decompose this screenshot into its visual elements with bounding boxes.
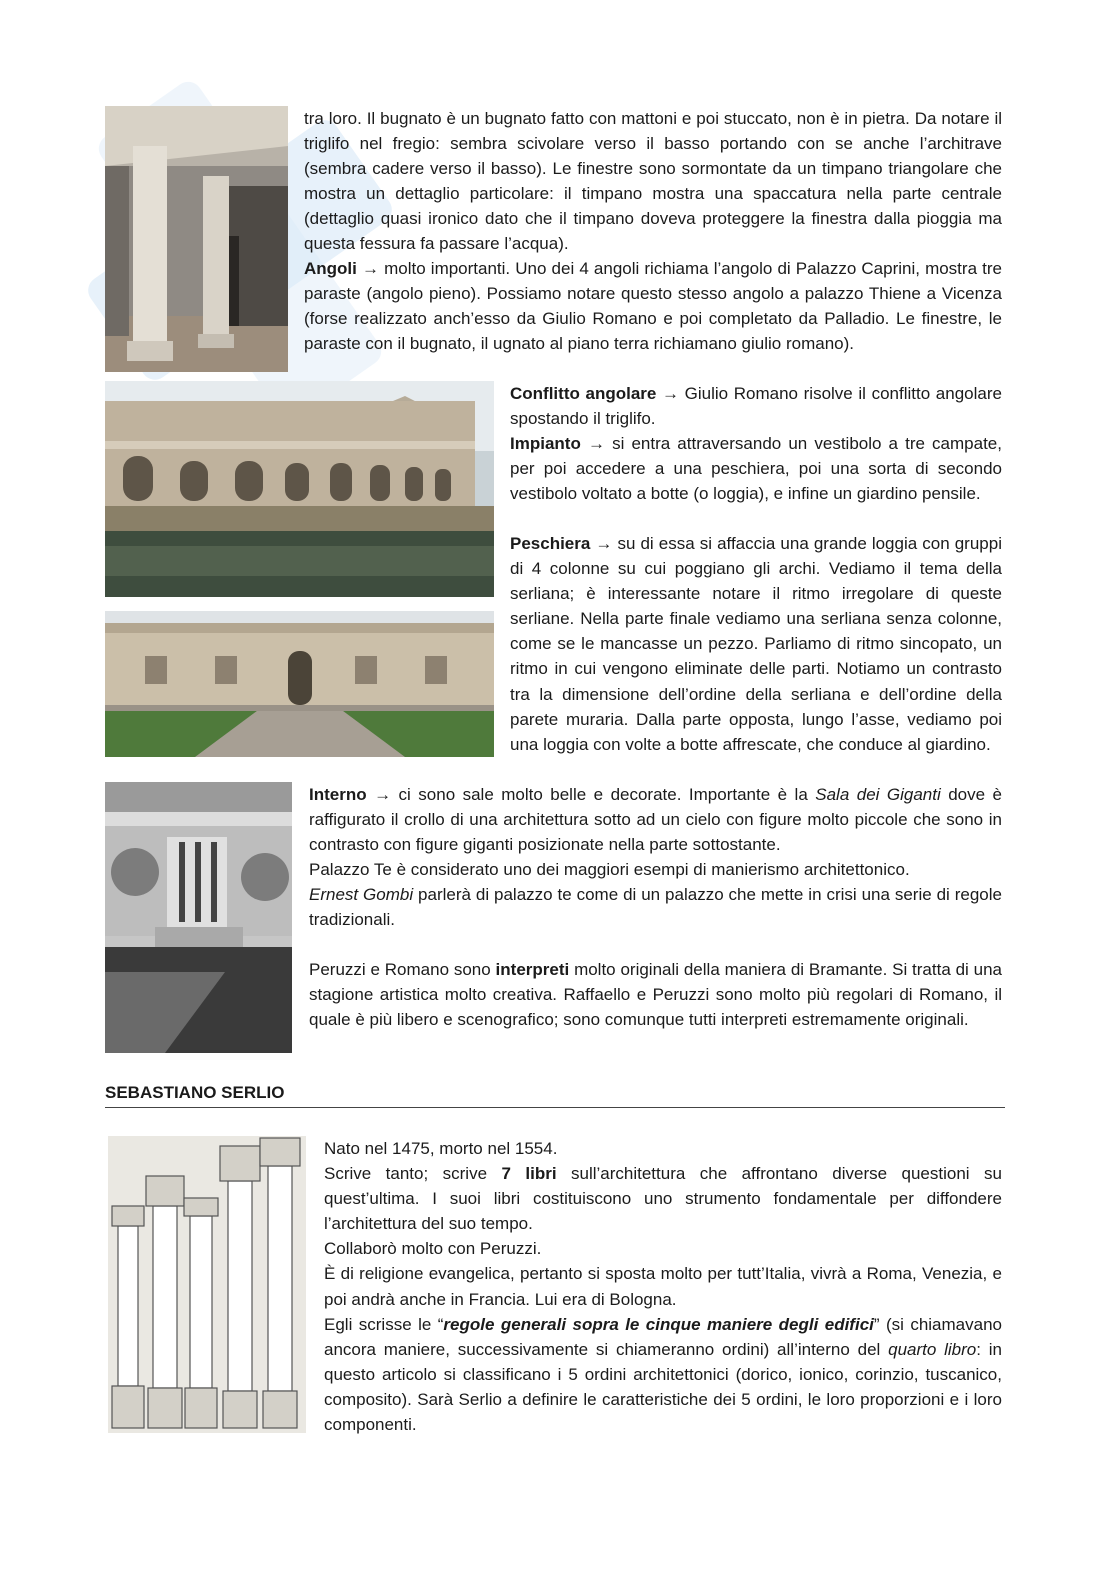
serlio-peruzzi: Collaborò molto con Peruzzi. — [324, 1239, 542, 1259]
arrow-icon: → — [587, 434, 605, 453]
arrow-icon: → — [362, 259, 379, 278]
five-orders-engraving — [108, 1136, 306, 1433]
interno-text-a: ci sono sale molto belle e decorate. Importante è la — [398, 785, 808, 804]
serlio-dates: Nato nel 1475, morto nel 1554. — [324, 1139, 558, 1158]
peschiera-label: Peschiera — [510, 534, 591, 553]
triglyph-detail-photo — [105, 782, 292, 1053]
serlio-libri-a: Scrive tanto; scrive — [324, 1164, 488, 1184]
interno-label: Interno — [309, 785, 367, 804]
paragraph-palazzo-te — [309, 857, 1002, 932]
sala-giganti-italic: Sala dei Giganti — [815, 785, 941, 804]
serlio-religione: È di religione evangelica, pertanto si sposta molto per tutt’Italia, vivrà a Roma, Venezia, e poi andrà anche in Francia. Lui era di Bologna. — [324, 1264, 1002, 1309]
peschiera-text: su di essa si affaccia una grande loggia con gruppi di 4 colonne su cui poggiano gli archi. Vediamo il tema della serliana; è interessante notare il ritmo irregolare di queste serliane. Nella parte finale vediamo una serliana senza colonne, come se le mancasse un pezzo. Parliamo di ritmo sincopato, un ritmo in cui vengono eliminate delle parti. Notiamo un contrasto tra la dimensione dell’ordine della serliana e dell’ordine della parete muraria. Dalla parte opposta, lungo l’asse, vediamo poi una loggia con volte a botte affrescate, che conduce al giardino. — [510, 534, 1002, 754]
gombi-text: parlerà di palazzo te come di un palazzo che mette in crisi una serie di regole tradizionali. — [309, 885, 1002, 930]
interno-text-b: dove è raffigurato il crollo di una architettura sotto ad un cielo con figure molto piccole che sono in contrasto con figure giganti posizionate nella parte sottostante. — [309, 785, 1002, 855]
serlio-libri-b: sull’architettura che affrontano diverse questioni su quest’ultima. I suoi libri costituiscono uno strumento fondamentale per diffondere l’architettura del suo tempo. — [324, 1164, 1002, 1234]
paragraph-bugnato — [304, 106, 1002, 257]
portico-columns-photo — [105, 106, 288, 372]
interpreti-text-b: molto originali della maniera di Bramante. Si tratta di una stagione artistica molto creativa. Raffaello e Peruzzi sono molto più regolari di Romano, il quale è più libero e scenografico; sono comunque tutti interpreti estremamente originali. — [309, 960, 1003, 1030]
serlio-regole — [324, 1312, 1002, 1437]
angoli-label: Angoli — [304, 259, 357, 278]
paragraph-angoli — [304, 256, 1002, 356]
serlio-regole-c: : in questo articolo si classificano i 5 ordini architettonici (dorico, ionico, corinzio, tuscanico, composito). Sarà Serlio a definire le caratteristiche dei 5 ordini, le loro proporzioni e i loro componenti. — [324, 1339, 1002, 1435]
paragraph-conflitto — [510, 381, 1002, 431]
paragraph-impianto — [510, 431, 1002, 506]
paragraph-interpreti — [309, 957, 1002, 1032]
interpreti-bold: interpreti — [495, 960, 570, 979]
impianto-text: si entra attraversando un vestibolo a tre campate, per poi accedere a una peschiera, poi una sorta di secondo vestibolo voltato a botte (o loggia), e infine un giardino pensile. — [510, 434, 1002, 504]
paragraph-interno — [309, 782, 1002, 857]
arrow-icon: → — [662, 384, 679, 403]
palazzo-te-text: Palazzo Te è considerato uno dei maggiori esempi di manierismo architettonico. — [309, 860, 910, 879]
serlio-regole-title: regole generali sopra le cinque maniere degli edifici — [443, 1314, 874, 1334]
paragraph-peschiera — [510, 531, 1002, 757]
section-heading-serlio: SEBASTIANO SERLIO — [105, 1081, 1005, 1108]
serlio-libri-bold: 7 libri — [501, 1164, 557, 1184]
serlio-regole-a: Egli scrisse le “ — [324, 1314, 444, 1334]
angoli-text: molto importanti. Uno dei 4 angoli richiama l’angolo di Palazzo Caprini, mostra tre paraste (angolo pieno). Possiamo notare questo stesso angolo a palazzo Thiene a Vicenza (forse realizzato anch’esso da Giulio Romano e poi completato da Palladio. Le finestre, le paraste con il bugnato, il ugnato al piano terra richiamano giulio romano). — [304, 259, 1002, 354]
paragraph-serlio — [324, 1136, 1002, 1437]
arrow-icon: → — [374, 785, 392, 804]
conflitto-label: Conflitto angolare — [510, 384, 657, 403]
serlio-libri — [324, 1161, 1002, 1236]
impianto-label: Impianto — [510, 434, 581, 453]
bugnato-text: tra loro. Il bugnato è un bugnato fatto con mattoni e poi stuccato, non è in pietra. Da notare il triglifo nel fregio: sembra scivolare verso il basso portando con se anche l’architrave (sembra cadere verso il basso). Le finestre sono sormontate da un timpano triangolare che mostra un dettaglio particolare: il timpano mostra una spaccatura nella parte centrale (dettaglio quasi ironico dato che il timpano doveva proteggere la finestra dalla pioggia ma questa fessura fa passare l’acqua). — [304, 109, 1002, 254]
conflitto-text: Giulio Romano risolve il conflitto angolare spostando il triglifo. — [510, 384, 1002, 429]
interpreti-text-a: Peruzzi e Romano sono — [309, 960, 491, 979]
serlio-quarto-libro: quarto libro — [888, 1339, 977, 1359]
palazzo-te-peschiera-photo — [105, 381, 494, 597]
arrow-icon: → — [595, 534, 613, 553]
palazzo-te-courtyard-photo — [105, 611, 494, 757]
gombi-italic: Ernest Gombi — [309, 885, 414, 905]
serlio-regole-b: ” (si chiamavano ancora maniere, successivamente si chiameranno ordini) all’interno del — [324, 1314, 1002, 1359]
